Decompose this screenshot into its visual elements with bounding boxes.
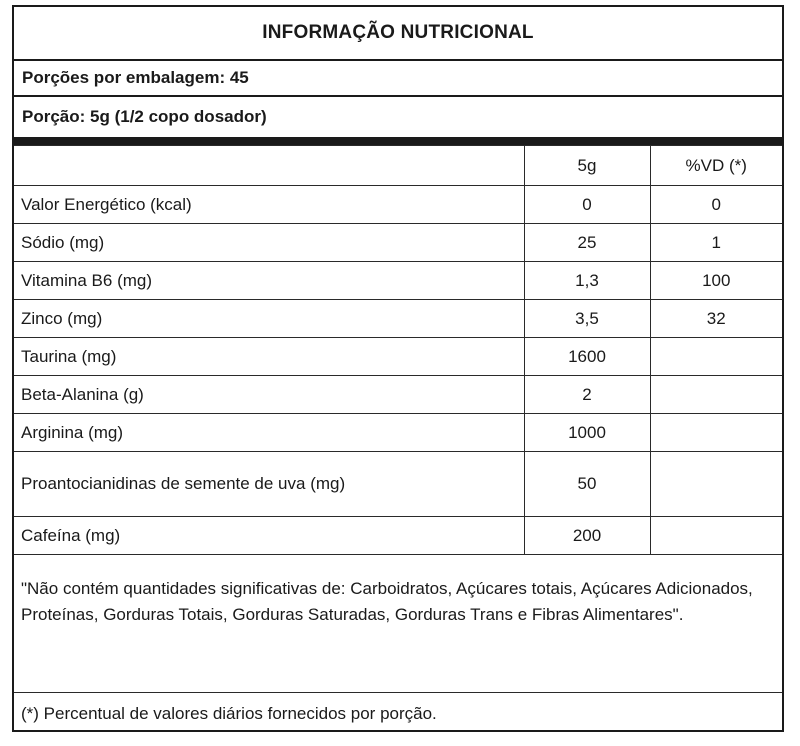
servings-per-package: Porções por embalagem: 45 (14, 61, 782, 97)
nutrient-dv (650, 376, 782, 414)
nutrient-name: Vitamina B6 (mg) (14, 262, 524, 300)
nutrition-title: INFORMAÇÃO NUTRICIONAL (14, 7, 782, 61)
nutrient-dv (650, 414, 782, 452)
table-row (14, 376, 782, 414)
nutrient-dv: 0 (650, 186, 782, 224)
nutrient-dv: 1 (650, 224, 782, 262)
nutrient-name: Proantocianidinas de semente de uva (mg) (14, 452, 524, 517)
table-row (14, 224, 782, 262)
serving-size: Porção: 5g (1/2 copo dosador) (22, 107, 267, 126)
table-row (14, 338, 782, 376)
nutrient-dv: 100 (650, 262, 782, 300)
nutrient-dv (650, 452, 782, 517)
table-row (14, 517, 782, 555)
nutrient-amount: 1600 (524, 338, 650, 376)
table-row (14, 186, 782, 224)
header-amount: 5g (524, 146, 650, 186)
nutrient-amount: 25 (524, 224, 650, 262)
dv-footnote: (*) Percentual de valores diários fornecidos por porção. (21, 703, 437, 723)
nutrient-name: Arginina (mg) (14, 414, 524, 452)
nutrient-amount: 200 (524, 517, 650, 555)
nutrient-amount: 50 (524, 452, 650, 517)
nutrition-facts-panel (12, 5, 784, 732)
nutrient-amount: 1,3 (524, 262, 650, 300)
header-dv: %VD (*) (650, 146, 782, 186)
nutrient-name: Cafeína (mg) (14, 517, 524, 555)
nutrient-name: Valor Energético (kcal) (14, 186, 524, 224)
nutrient-amount: 2 (524, 376, 650, 414)
nutrients-table (14, 145, 782, 555)
nutrient-name: Beta-Alanina (g) (14, 376, 524, 414)
table-row (14, 262, 782, 300)
table-row (14, 300, 782, 338)
nutrient-amount: 1000 (524, 414, 650, 452)
nutrient-dv (650, 517, 782, 555)
nutrient-amount: 3,5 (524, 300, 650, 338)
nutrient-dv (650, 338, 782, 376)
not-significant-note: "Não contém quantidades significativas de: Carboidratos, Açúcares totais, Açúcares Adicionados, Proteínas, Gorduras Totais, Gorduras Saturadas, Gorduras Trans e Fibras Alimentares". (14, 572, 782, 693)
nutrient-name: Taurina (mg) (14, 338, 524, 376)
header-nutrient (14, 146, 524, 186)
table-row (14, 452, 782, 517)
thick-divider (14, 137, 782, 145)
nutrient-dv: 32 (650, 300, 782, 338)
nutrient-name: Zinco (mg) (14, 300, 524, 338)
table-header-row (14, 146, 782, 186)
nutrient-name: Sódio (mg) (14, 224, 524, 262)
nutrient-amount: 0 (524, 186, 650, 224)
table-row (14, 414, 782, 452)
